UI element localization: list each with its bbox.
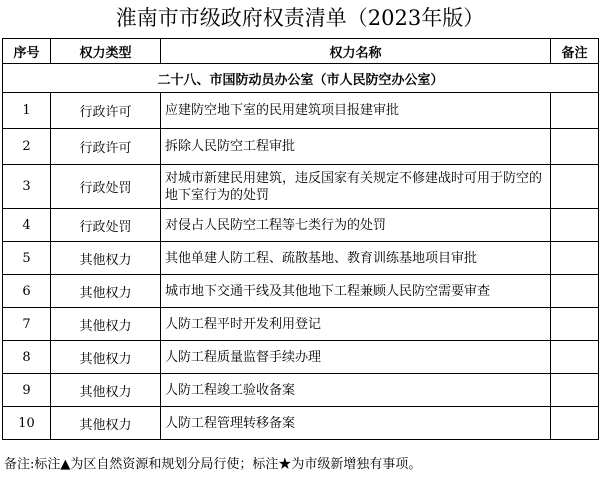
row-remark bbox=[551, 407, 599, 440]
row-name: 人防工程平时开发利用登记 bbox=[161, 308, 551, 341]
table-row bbox=[3, 275, 599, 308]
row-remark bbox=[551, 374, 599, 407]
row-remark bbox=[551, 275, 599, 308]
row-name: 城市地下交通干线及其他地下工程兼顾人民防空需要审查 bbox=[161, 275, 551, 308]
table-row bbox=[3, 374, 599, 407]
row-no: 6 bbox=[3, 275, 51, 308]
row-type: 其他权力 bbox=[51, 374, 161, 407]
section-row bbox=[3, 64, 599, 93]
section-title: 二十八、市国防动员办公室（市人民防空办公室） bbox=[3, 64, 599, 93]
header-no: 序号 bbox=[3, 39, 51, 64]
row-remark bbox=[551, 209, 599, 242]
table-row bbox=[3, 129, 599, 165]
row-remark bbox=[551, 129, 599, 165]
row-remark bbox=[551, 308, 599, 341]
row-type: 其他权力 bbox=[51, 308, 161, 341]
header-name: 权力名称 bbox=[161, 39, 551, 64]
row-remark bbox=[551, 242, 599, 275]
row-no: 1 bbox=[3, 93, 51, 129]
row-name: 对侵占人民防空工程等七类行为的处罚 bbox=[161, 209, 551, 242]
row-no: 9 bbox=[3, 374, 51, 407]
row-type: 行政许可 bbox=[51, 129, 161, 165]
header-type: 权力类型 bbox=[51, 39, 161, 64]
row-name: 拆除人民防空工程审批 bbox=[161, 129, 551, 165]
power-list-table bbox=[2, 38, 599, 440]
table-row bbox=[3, 209, 599, 242]
document-title: 淮南市市级政府权责清单（2023年版） bbox=[115, 6, 485, 30]
row-type: 行政处罚 bbox=[51, 209, 161, 242]
table-row bbox=[3, 165, 599, 209]
row-remark bbox=[551, 165, 599, 209]
row-type: 其他权力 bbox=[51, 407, 161, 440]
row-name: 对城市新建民用建筑，违反国家有关规定不修建战时可用于防空的地下室行为的处罚 bbox=[161, 165, 551, 209]
table-row bbox=[3, 93, 599, 129]
header-row bbox=[3, 39, 599, 64]
table-row bbox=[3, 341, 599, 374]
row-type: 行政处罚 bbox=[51, 165, 161, 209]
row-no: 5 bbox=[3, 242, 51, 275]
row-no: 10 bbox=[3, 407, 51, 440]
row-remark bbox=[551, 93, 599, 129]
row-name: 人防工程质量监督手续办理 bbox=[161, 341, 551, 374]
row-type: 其他权力 bbox=[51, 242, 161, 275]
row-type: 其他权力 bbox=[51, 341, 161, 374]
row-name: 人防工程竣工验收备案 bbox=[161, 374, 551, 407]
row-name: 应建防空地下室的民用建筑项目报建审批 bbox=[161, 93, 551, 129]
row-type: 行政许可 bbox=[51, 93, 161, 129]
row-type: 其他权力 bbox=[51, 275, 161, 308]
row-name: 其他单建人防工程、疏散基地、教育训练基地项目审批 bbox=[161, 242, 551, 275]
row-no: 2 bbox=[3, 129, 51, 165]
row-no: 4 bbox=[3, 209, 51, 242]
header-remark: 备注 bbox=[551, 39, 599, 64]
table-row bbox=[3, 242, 599, 275]
table-row bbox=[3, 407, 599, 440]
row-name: 人防工程管理转移备案 bbox=[161, 407, 551, 440]
row-no: 7 bbox=[3, 308, 51, 341]
row-no: 3 bbox=[3, 165, 51, 209]
table-row bbox=[3, 308, 599, 341]
row-no: 8 bbox=[3, 341, 51, 374]
row-remark bbox=[551, 341, 599, 374]
footer-note: 备注:标注▲为区自然资源和规划分局行使；标注★为市级新增独有事项。 bbox=[4, 457, 422, 472]
